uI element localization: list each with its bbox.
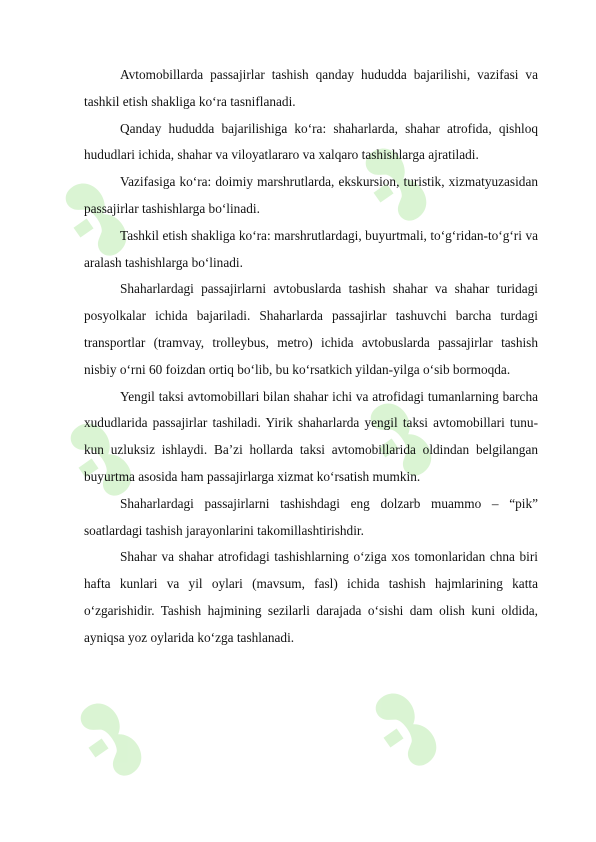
paragraph-by-organization: Tashkil etish shakliga ko‘ra: marshrutlardagi, buyurtmali, to‘g‘ridan-to‘g‘ri va aralash tashishlarga bo‘linadi. xyxy=(84,227,538,270)
paragraph-city-buses: Shaharlardagi passajirlarni avtobuslarda tashish shahar va shahar turidagi posyolkalar ichida bajariladi. Shaharlarda passajirlar tashuvchi barcha turdagi transportlar (tramvay, trolleybus, metro) ichida avtobuslarda passajirlar tashish nisbiy o‘rni 60 foizdan ortiq bo‘lib, bu ko‘rsatkich yildan-yilga o‘sib bormoqda. xyxy=(84,281,538,377)
paragraph-by-purpose: Vazifasiga ko‘ra: doimiy marshrutlarda, ekskursion, turistik, xizmatyuzasidan passajirlar tashishlarga bo‘linadi. xyxy=(84,174,538,216)
document-body xyxy=(84,62,538,652)
watermark-logo-left-bottom xyxy=(69,696,149,785)
paragraph-classification: Avtomobillarda passajirlar tashish qanday hududda bajarilishi, vazifasi va tashkil etish shakliga ko‘ra tasniflanadi. xyxy=(84,67,538,109)
paragraph-taxi: Yengil taksi avtomobillari bilan shahar ichi va atrofidagi tumanlarning barcha xududlarida passajirlar tashiladi. Yirik shaharlarda yengil taksi avtomobillari tunu-kun uzluksiz ishlaydi. Ba’zi hollarda taksi avtomobillarida oldindan belgilangan buyurtma asosida ham passajirlarga xizmat ko‘rsatish mumkin. xyxy=(84,388,538,484)
paragraph-seasonal-variation: Shahar va shahar atrofidagi tashishlarning o‘ziga xos tomonlaridan chna biri hafta kunlari va yil oylari (mavsum, fasl) ichida tashish hajmlarining katta o‘zgarishidir. Tashish hajmining sezilarli darajada o‘sishi dam olish kuni oldida, ayniqsa yoz oylarida ko‘zga tashlanadi. xyxy=(84,549,538,645)
paragraph-by-territory: Qanday hududda bajarilishiga ko‘ra: shaharlarda, shahar atrofida, qishloq hududlari ichida, shahar va viloyatlararo va xalqaro tashishlarga ajratiladi. xyxy=(84,120,538,163)
paragraph-peak-hours: Shaharlardagi passajirlarni tashishdagi eng dolzarb muammo – “pik” soatlardagi tashish jarayonlarini takomillashtirishdir. xyxy=(84,495,538,538)
watermark-logo-right-bottom xyxy=(364,686,444,775)
